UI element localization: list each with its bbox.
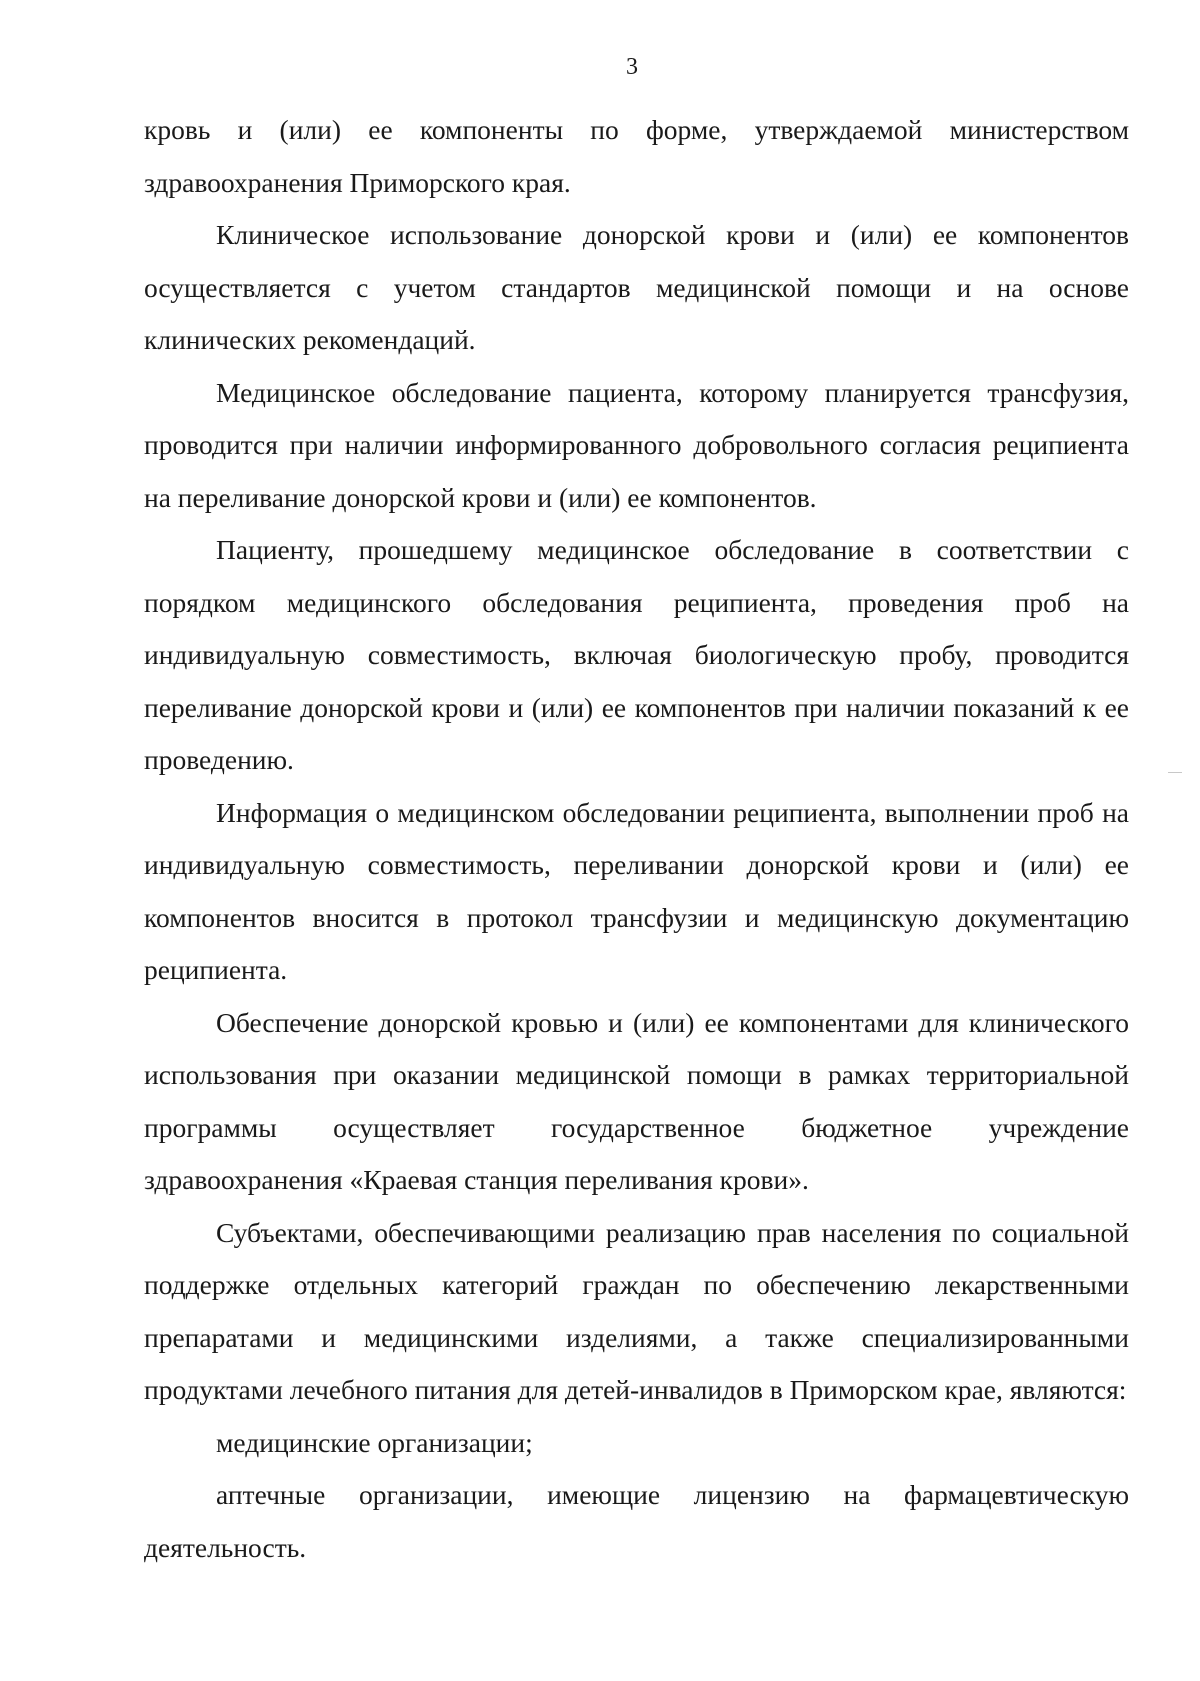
page-number: 3: [626, 54, 638, 80]
paragraph-social-support-subjects: Субъектами, обеспечивающими реализацию прав населения по социальной поддержке отдельных категорий граждан по обеспечению лекарственными препаратами и медицинскими изделиями, а также специализированными продуктами лечебного питания для детей-инвалидов в Приморском крае, являются:: [144, 1216, 1129, 1405]
paragraph-medical-examination: Медицинское обследование пациента, которому планируется трансфузия, проводится при наличии информированного добровольного согласия реципиента на переливание донорской крови и (или) ее компонентов.: [144, 376, 1129, 513]
paragraph-examination-records: Информация о медицинском обследовании реципиента, выполнении проб на индивидуальную совместимость, переливании донорской крови и (или) ее компонентов вносится в протокол трансфузии и медицинскую документацию реципиента.: [144, 796, 1129, 985]
list-item-medical-organizations: медицинские организации;: [216, 1426, 533, 1458]
document-body: [144, 104, 1129, 1574]
paragraph-blood-form: кровь и (или) ее компоненты по форме, утверждаемой министерством здравоохранения Приморского края.: [144, 114, 1129, 198]
scan-mark: [1168, 772, 1182, 773]
list-item-pharmacy-organizations: аптечные организации, имеющие лицензию на фармацевтическую деятельность.: [144, 1479, 1129, 1563]
paragraph-clinical-use: Клиническое использование донорской крови и (или) ее компонентов осуществляется с учетом стандартов медицинской помощи и на основе клинических рекомендаций.: [144, 219, 1129, 355]
paragraph-transfusion-indications: Пациенту, прошедшему медицинское обследование в соответствии с порядком медицинского обследования реципиента, проведения проб на индивидуальную совместимость, включая биологическую пробу, проводится переливание донорской крови и (или) ее компонентов при наличии показаний к ее проведению.: [144, 534, 1129, 775]
paragraph-blood-supply: Обеспечение донорской кровью и (или) ее компонентами для клинического использования при оказании медицинской помощи в рамках территориальной программы осуществляет государственное бюджетное учреждение здравоохранения «Краевая станция переливания крови».: [144, 1006, 1129, 1195]
